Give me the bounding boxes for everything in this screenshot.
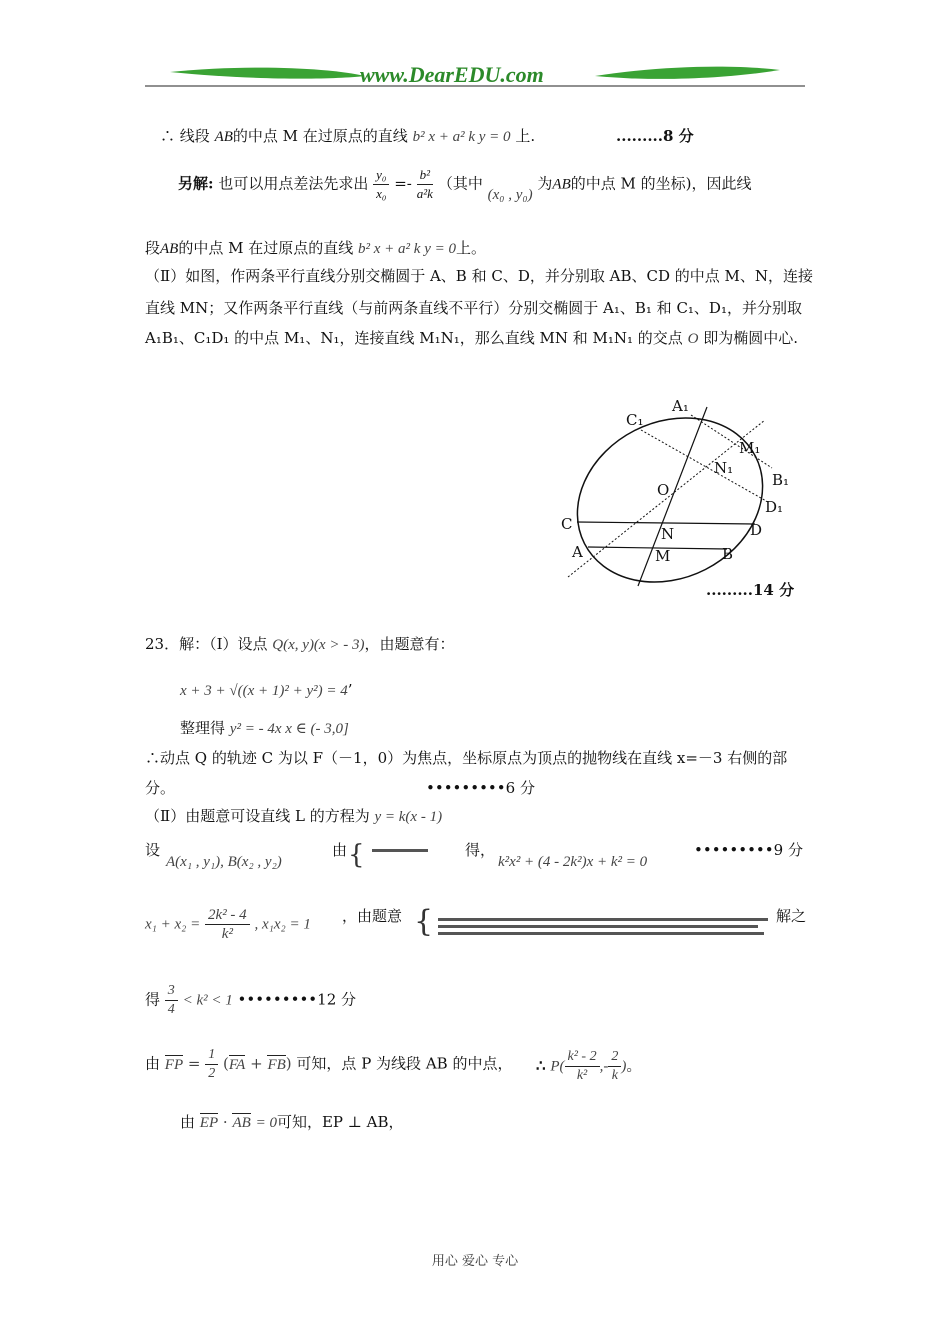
label-A1: A₁ bbox=[672, 397, 689, 415]
q23-point-p: ∴ P( $\frac{\text{k² - 2}}{\text{k²}}$ ,- $\frac{2}{k}$ )。 bbox=[536, 1049, 642, 1083]
ellipse bbox=[550, 390, 791, 600]
score-8: .........8 分 bbox=[616, 127, 694, 145]
right-swoosh bbox=[595, 67, 780, 79]
q23-locus-2: 分。 bbox=[145, 779, 176, 797]
alt-solution-line: 另解: 也可以用点差法先求出 $\frac{\text{y₀}}{\text{x₀}}$ =- $\frac{\text{b²}}{\text{a²k}}$ （其中 (x₀ , y₀) 为AB的中点 M 的坐标)，因此线 bbox=[178, 167, 752, 203]
label-M1: M₁ bbox=[739, 439, 761, 457]
q23-vieta: x₁ + x₂ = $\frac{\text{2k² - 4}}{\text{k²}}$ , x₁x₂ = 1 bbox=[145, 907, 311, 942]
q23-head: 23．解：（I）设点 Q(x, y)(x > - 3)，由题意有： bbox=[145, 635, 455, 653]
conclusion-line: ∴ 线段 AB的中点 M 在过原点的直线 b² x + a² k y = 0 上. bbox=[160, 127, 536, 145]
label-B1: B₁ bbox=[772, 471, 790, 489]
label-B: B bbox=[722, 545, 734, 563]
q23-obtain: 得， bbox=[465, 841, 496, 859]
alt-solution-line-2: 段AB的中点 M 在过原点的直线 b² x + a² k y = 0上。 bbox=[145, 239, 487, 257]
score-6: •••••••••6 分 bbox=[426, 779, 535, 797]
q23-simplify: 整理得 y² = - 4x x ∈ (- 3,0] bbox=[180, 719, 349, 737]
label-C: C bbox=[561, 515, 573, 533]
label-C1: C₁ bbox=[626, 411, 644, 429]
system-brace-2: { bbox=[414, 904, 768, 939]
q23-part2: （Ⅱ）由题意可设直线 L 的方程为 y = k(x - 1) bbox=[145, 807, 443, 825]
label-A: A bbox=[572, 543, 583, 561]
q23-quadratic: k²x² + (4 - 2k²)x + k² = 0 bbox=[498, 854, 648, 870]
q23-midpoint: 由 FP = $\frac{1}{2}$ (FA + FB) 可知，点 P 为线段 AB 的中点， bbox=[145, 1047, 513, 1081]
q23-locus-1: ∴动点 Q 的轨迹 C 为以 F（－1，0）为焦点，坐标原点为顶点的抛物线在直线 x=－3 右侧的部 bbox=[145, 749, 788, 767]
q23-set-label: 设 bbox=[145, 841, 161, 859]
label-D: D bbox=[750, 521, 763, 539]
one-half: $\frac{1}{2}$ bbox=[205, 1046, 218, 1083]
part2-line-1: （Ⅱ）如图，作两条平行直线分别交椭圆于 A、B 和 C、D，并分别取 AB、CD 的中点 M、N，连接 bbox=[145, 267, 814, 285]
q23-points: A(x₁ , y₁), B(x₂ , y₂) bbox=[166, 854, 282, 870]
label-M: M bbox=[655, 547, 671, 565]
three-quarters: $\frac{3}{4}$ bbox=[165, 982, 178, 1019]
ellipse-diagram bbox=[550, 390, 810, 600]
y0-over-x0: $\frac{\text{y₀}}{\text{x₀}}$ bbox=[373, 166, 389, 203]
part2-line-3: A₁B₁、C₁D₁ 的中点 M₁、N₁，连接直线 M₁N₁，那么直线 MN 和 M₁N₁ 的交点 O 即为椭圆中心. bbox=[145, 329, 798, 347]
q23-k-range: 得 $\frac{3}{4}$ < k² < 1 •••••••••12 分 bbox=[145, 983, 356, 1017]
p-y-fraction: $\frac{2}{k}$ bbox=[608, 1048, 621, 1085]
alt-label: 另解: bbox=[178, 174, 214, 193]
q23-by: 由 bbox=[332, 841, 348, 859]
score-9: •••••••••9 分 bbox=[694, 841, 803, 859]
b2-over-a2k: $\frac{\text{b²}}{\text{a²k}}$ bbox=[416, 167, 433, 201]
label-N: N bbox=[661, 525, 675, 543]
label-D1: D₁ bbox=[765, 498, 784, 516]
q23-perpendicular: 由 EP · AB = 0可知，EP ⊥ AB， bbox=[180, 1113, 404, 1131]
q23-eq1: x + 3 + √((x + 1)² + y²) = 4’ bbox=[180, 681, 353, 699]
site-logo-text: www.DearEDU.com bbox=[360, 62, 544, 87]
page-footer: 用心 爱心 专心 bbox=[431, 1254, 519, 1269]
vieta-fraction: $\frac{\text{2k² - 4}}{\text{k²}}$ bbox=[205, 906, 250, 943]
q23-by2: ，由题意 bbox=[342, 907, 403, 925]
part2-line-2: 直线 MN；又作两条平行直线（与前两条直线不平行）分别交椭圆于 A₁、B₁ 和 C₁、D₁，并分别取 bbox=[145, 299, 802, 317]
left-swoosh bbox=[170, 68, 365, 79]
label-O: O bbox=[657, 481, 670, 499]
system-brace-1: { bbox=[348, 840, 430, 870]
p-x-fraction: $\frac{\text{k² - 2}}{\text{k²}}$ bbox=[565, 1048, 600, 1085]
score-14: .........14 分 bbox=[706, 581, 795, 599]
label-N1: N₁ bbox=[714, 459, 734, 477]
q23-solve: 解之 bbox=[776, 907, 807, 925]
